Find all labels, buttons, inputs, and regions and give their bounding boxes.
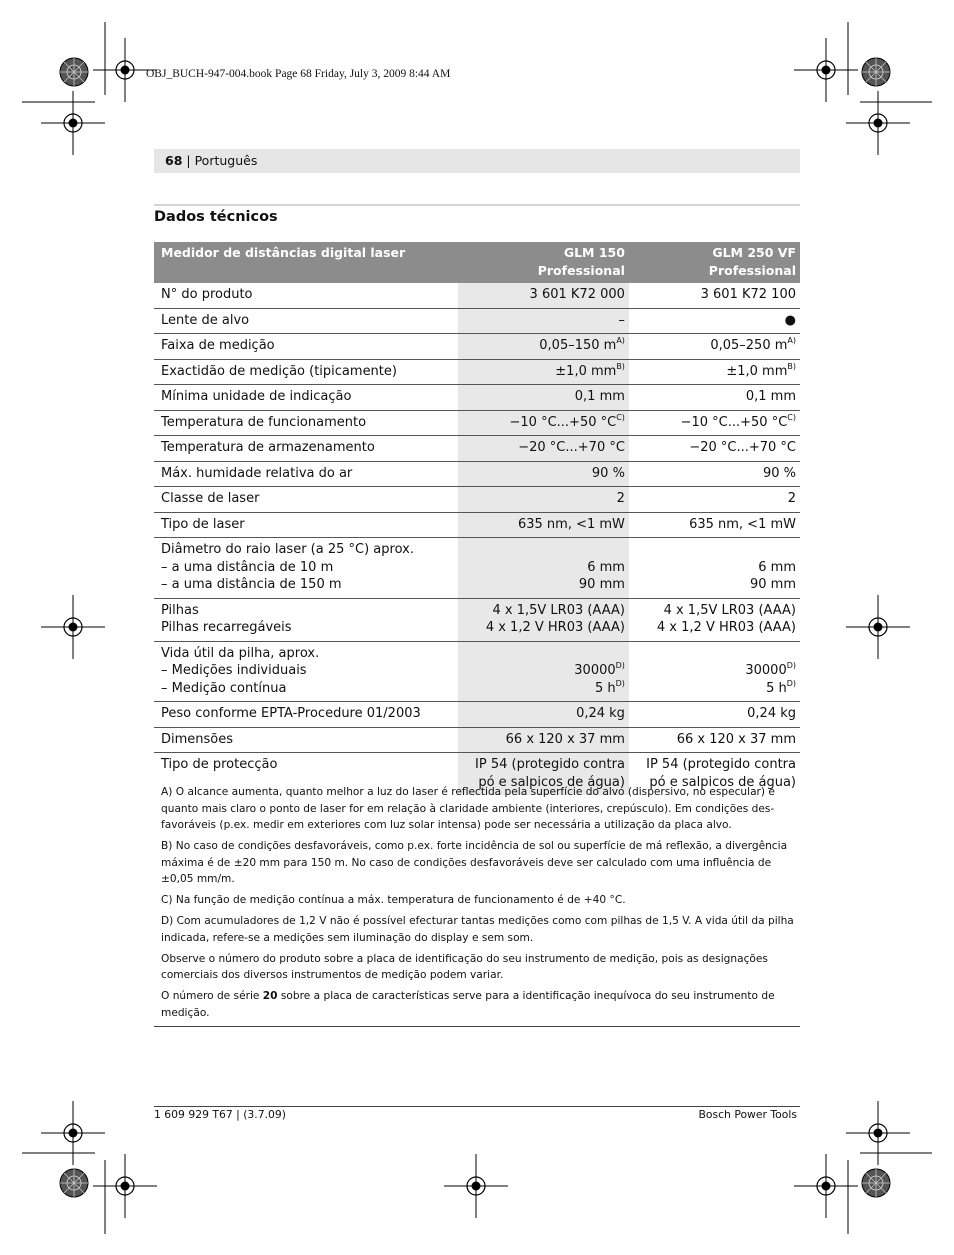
file-header: OBJ_BUCH-947-004.book Page 68 Friday, July 3, 2009 8:44 AM	[146, 68, 451, 80]
table-row: Tipo de protecção IP 54 (protegido contra pó e salpicos de água) IP 54 (protegido contra pó e salpicos de água)	[154, 753, 800, 796]
footer-brand: Bosch Power Tools	[698, 1108, 797, 1121]
page-language: | Português	[186, 153, 258, 168]
table-row: Vida útil da pilha, aprox. – Medições individuais – Medição contínua $30000^{D)}$ 5 $h^{D)}$ $30000^{D)}$ 5 $h^{D)}$	[154, 641, 800, 702]
header-glm150: GLM 150 Professional	[458, 242, 629, 283]
note-observe: Observe o número do produto sobre a placa de identificação do seu instrumento de medição, pois as designações comerciais dos diversos instrumentos de medição podem variar.	[161, 952, 768, 981]
table-row: Diâmetro do raio laser (a 25 °C) aprox. – a uma distância de 10 m – a uma distância de 150 m 6 mm 90 mm 6 mm 90 mm	[154, 538, 800, 599]
footnotes	[154, 784, 800, 1027]
page-number: 68	[165, 153, 183, 168]
table-row: Peso conforme EPTA-Procedure 01/2003 0,24 kg 0,24 kg	[154, 702, 800, 728]
table-row: Exactidão de medição (tipicamente) ±1,0 $mm^{B)}$ ±1,0 $mm^{B)}$	[154, 359, 800, 385]
header-glm250vf: GLM 250 VF Professional	[629, 242, 800, 283]
table-row: Máx. humidade relativa do ar 90 % 90 %	[154, 461, 800, 487]
footnote-a: A) O alcance aumenta, quanto melhor a luz do laser é reflectida pela superfície do alvo (dispersivo, no especular) e quanto mais claro o ponto de laser for em relação à claridade ambiente (interiores, crepúsculo). Em condições des-favoráveis (p.ex. medir em exteriores com luz solar intensa) pode ser necessária a utilização da placa alvo.	[161, 786, 775, 831]
footnote-c: C) Na função de medição contínua a máx. temperatura de funcionamento é de +40 °C.	[161, 894, 626, 906]
table-row: Faixa de medição 0,05–150 $m^{A)}$ 0,05–250 $m^{A)}$	[154, 334, 800, 360]
footnote-b: B) No caso de condições desfavoráveis, como p.ex. forte incidência de sol ou superfície de má reflexão, a divergência máxima é de ±20 mm para 150 m. No caso de condições desfavoráveis deve ser calculado com uma influência de ±0,05 mm/m.	[161, 840, 788, 885]
footer-rule	[154, 1106, 800, 1107]
table-header-row	[154, 242, 800, 283]
notes-end-rule	[154, 1026, 800, 1027]
table-row: Mínima unidade de indicação 0,1 mm 0,1 mm	[154, 385, 800, 411]
section-rule	[154, 204, 800, 206]
table-row: Lente de alvo – ●	[154, 308, 800, 334]
spec-table	[154, 242, 800, 795]
table-row: Pilhas Pilhas recarregáveis 4 x 1,5V LR03 (AAA) 4 x 1,2 V HR03 (AAA) 4 x 1,5V LR03 (AAA) 4 x 1,2 V HR03 (AAA)	[154, 598, 800, 641]
footnote-d: D) Com acumuladores de 1,2 V não é possível efecturar tantas medições como com pilhas de 1,5 V. A vida útil da pilha indicada, refere-se a medições sem iluminação do display e sem som.	[161, 915, 794, 944]
header-label: Medidor de distâncias digital laser	[154, 242, 458, 283]
section-title: Dados técnicos	[154, 209, 278, 225]
table-row: N° do produto 3 601 K72 000 3 601 K72 100	[154, 283, 800, 308]
table-row: Temperatura de armazenamento −20 °C...+70 °C −20 °C...+70 °C	[154, 436, 800, 462]
footer-doc-number: 1 609 929 T67 | (3.7.09)	[154, 1108, 286, 1121]
table-row: Tipo de laser 635 nm, <1 mW 635 nm, <1 mW	[154, 512, 800, 538]
note-serial: O número de série 20 sobre a placa de características serve para a identificação inequívoca do seu instrumento de medição.	[161, 990, 775, 1019]
table-row: Classe de laser 2 2	[154, 487, 800, 513]
page-number-label	[165, 153, 257, 168]
table-row: Temperatura de funcionamento −10 °C...+50 $^\circ C^{C)}$ −10 °C...+50 $^\circ C^{C)}$	[154, 410, 800, 436]
page-header-bar	[154, 149, 800, 173]
table-row: Dimensões 66 x 120 x 37 mm 66 x 120 x 37 mm	[154, 727, 800, 753]
